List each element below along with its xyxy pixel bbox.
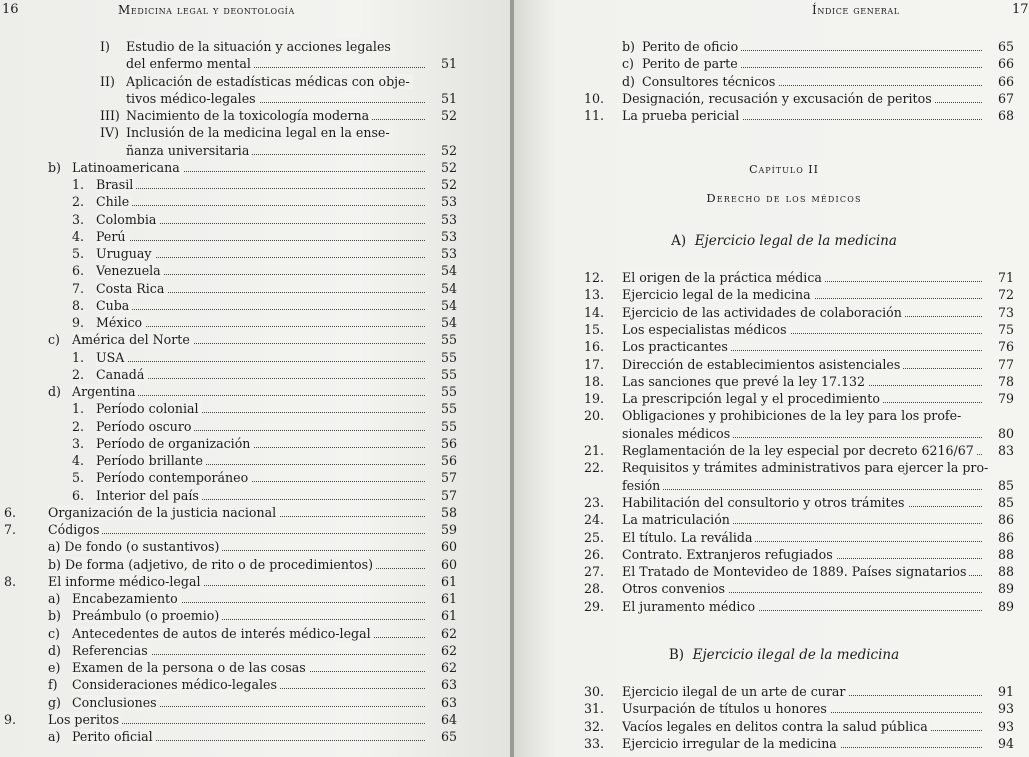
toc-entry-text: Designación, recusación y excusación de peritos bbox=[622, 91, 935, 106]
toc-entry-page: 71 bbox=[997, 270, 1014, 285]
toc-entry-label: 24. bbox=[584, 512, 605, 528]
toc-entry bbox=[584, 718, 1014, 735]
toc-entry-text: Nacimiento de la toxicología moderna bbox=[126, 108, 372, 123]
toc-entry-page: 75 bbox=[997, 321, 1014, 337]
toc-entry bbox=[0, 556, 457, 573]
toc-entry-label: d) bbox=[622, 73, 635, 89]
toc-entry-label: 22. bbox=[584, 460, 605, 476]
toc-entry bbox=[0, 211, 457, 228]
toc-entry-text: Habilitación del consultorio y otros trámites bbox=[622, 495, 908, 510]
toc-entry-page: 53 bbox=[440, 194, 457, 210]
toc-entry-page: 52 bbox=[440, 159, 457, 175]
toc-entry-text: Requisitos y trámites administrativos para ejercer la pro- bbox=[622, 460, 991, 475]
toc-entry-text: Brasil bbox=[96, 177, 136, 192]
toc-entry bbox=[0, 521, 457, 538]
toc-entry-text: Latinoamericana bbox=[72, 160, 183, 175]
toc-entry-label: 3. bbox=[72, 211, 85, 227]
chapter-title: Derecho de los médicos bbox=[706, 191, 862, 205]
toc-entry bbox=[0, 280, 457, 297]
toc-entry-text: Aplicación de estadísticas médicas con obje- bbox=[126, 74, 413, 89]
toc-entry-label: c) bbox=[48, 332, 60, 348]
toc-entry bbox=[0, 228, 457, 245]
toc-entry-page: 66 bbox=[997, 73, 1014, 89]
toc-entry-label: 6. bbox=[72, 487, 85, 503]
toc-entry-text: Perú bbox=[96, 229, 129, 244]
toc-entry-text: Perito oficial bbox=[72, 729, 156, 744]
toc-entry-page: 54 bbox=[440, 263, 457, 279]
toc-entry bbox=[0, 607, 457, 624]
toc-entry-label: 33. bbox=[584, 735, 605, 751]
toc-entry-label: IV) bbox=[100, 125, 119, 141]
toc-entry-page: 62 bbox=[440, 642, 457, 658]
toc-entry bbox=[0, 107, 457, 124]
toc-entry-text: Organización de la justicia nacional bbox=[48, 505, 279, 520]
toc-entry-page: 65 bbox=[440, 729, 457, 744]
toc-entry-text: América del Norte bbox=[72, 332, 193, 347]
toc-entry-label: 19. bbox=[584, 391, 605, 407]
toc-entry-page: 94 bbox=[997, 735, 1014, 751]
toc-entry-label: 20. bbox=[584, 408, 605, 424]
toc-entry-label: 9. bbox=[4, 711, 17, 727]
toc-entry-text: Referencias bbox=[72, 643, 151, 658]
toc-entry-text: Contrato. Extranjeros refugiados bbox=[622, 547, 836, 562]
toc-entry bbox=[0, 124, 457, 141]
section-b-letter: B) bbox=[668, 647, 685, 663]
toc-entry-text: Examen de la persona o de las cosas bbox=[72, 660, 309, 675]
toc-entry-page: 52 bbox=[440, 108, 457, 123]
toc-entry-page: 54 bbox=[440, 280, 457, 296]
toc-entry bbox=[0, 590, 457, 607]
toc-entry-text: Inclusión de la medicina legal en la ense- bbox=[126, 125, 393, 140]
toc-entry-label: 10. bbox=[584, 90, 605, 106]
toc-entry-label: 28. bbox=[584, 581, 605, 597]
toc-entry bbox=[0, 728, 457, 745]
toc-entry-page: 61 bbox=[440, 591, 457, 606]
toc-entry-label: b) bbox=[48, 159, 61, 175]
toc-entry-page: 55 bbox=[440, 418, 457, 434]
toc-entry-label: 27. bbox=[584, 564, 605, 580]
toc-entry bbox=[584, 459, 1014, 476]
toc-entry-label: 11. bbox=[584, 108, 605, 124]
toc-entry-page: 64 bbox=[440, 711, 457, 727]
toc-entry-label: 2. bbox=[72, 366, 85, 382]
toc-entry-text: La prueba pericial bbox=[622, 108, 742, 123]
toc-entry-label: 17. bbox=[584, 356, 605, 372]
toc-entry bbox=[0, 383, 457, 400]
toc-entry-text: Ejercicio ilegal de un arte de curar bbox=[622, 684, 848, 699]
toc-entry-label: 25. bbox=[584, 529, 605, 545]
toc-entry-page: 86 bbox=[997, 512, 1014, 528]
left-page-number: 16 bbox=[2, 2, 19, 17]
toc-entry-text: Colombia bbox=[96, 212, 159, 227]
toc-entry-page: 79 bbox=[997, 391, 1014, 407]
toc-entry-text: fesión bbox=[622, 478, 663, 493]
toc-entry-page: 52 bbox=[440, 142, 457, 158]
toc-entry-text: Antecedentes de autos de interés médico-legal bbox=[72, 626, 374, 641]
toc-entry-text: Período oscuro bbox=[96, 419, 194, 434]
toc-entry-label: 21. bbox=[584, 443, 605, 458]
toc-entry-label: 1. bbox=[72, 349, 85, 365]
toc-entry-label: 7. bbox=[72, 280, 85, 296]
toc-entry bbox=[0, 142, 457, 159]
toc-entry-page: 93 bbox=[997, 718, 1014, 734]
toc-entry bbox=[584, 683, 1014, 700]
toc-entry bbox=[0, 659, 457, 676]
toc-entry bbox=[0, 73, 457, 90]
toc-entry-label: 6. bbox=[4, 504, 17, 520]
toc-entry-page: 61 bbox=[440, 608, 457, 624]
toc-entry-text: Los practicantes bbox=[622, 339, 731, 354]
toc-entry-page: 60 bbox=[440, 539, 457, 555]
toc-entry bbox=[584, 735, 1014, 752]
toc-entry-page: 78 bbox=[997, 373, 1014, 389]
toc-entry-label: 4. bbox=[72, 453, 85, 468]
toc-entry-text: Preámbulo (o proemio) bbox=[72, 608, 222, 623]
toc-entry bbox=[0, 418, 457, 435]
toc-entry-label: II) bbox=[100, 73, 115, 89]
toc-entry-page: 55 bbox=[440, 384, 457, 399]
toc-entry-text: Códigos bbox=[48, 522, 102, 537]
toc-entry bbox=[0, 176, 457, 193]
toc-entry-label: 18. bbox=[584, 373, 605, 389]
toc-entry bbox=[0, 452, 457, 469]
toc-entry-text: a) De fondo (o sustantivos) bbox=[48, 539, 222, 554]
toc-entry-page: 88 bbox=[997, 546, 1014, 562]
toc-entry-text: Uruguay bbox=[96, 246, 155, 261]
toc-entry-text: Dirección de establecimientos asistenciales bbox=[622, 357, 903, 372]
toc-entry-label: 29. bbox=[584, 598, 605, 614]
toc-entry bbox=[0, 38, 457, 55]
toc-entry-label: d) bbox=[48, 384, 61, 399]
toc-entry-label: I) bbox=[100, 39, 110, 54]
toc-entry-page: 51 bbox=[440, 56, 457, 72]
toc-entry-text: El juramento médico bbox=[622, 599, 758, 614]
toc-entry-text: Estudio de la situación y acciones legales bbox=[126, 39, 394, 54]
toc-entry-label: 30. bbox=[584, 684, 605, 699]
toc-entry bbox=[0, 487, 457, 504]
toc-entry-page: 54 bbox=[440, 315, 457, 330]
toc-entry-text: Perito de parte bbox=[642, 56, 741, 71]
toc-entry-label: b) bbox=[622, 39, 635, 54]
toc-entry-page: 91 bbox=[997, 684, 1014, 699]
chapter-label: Capítulo II bbox=[749, 163, 819, 176]
toc-entry-page: 76 bbox=[997, 339, 1014, 355]
toc-entry bbox=[0, 159, 457, 176]
toc-entry-page: 53 bbox=[440, 228, 457, 244]
toc-entry-text: Período contemporáneo bbox=[96, 470, 251, 485]
toc-entry-label: 8. bbox=[72, 297, 85, 313]
toc-entry bbox=[0, 435, 457, 452]
toc-entry-page: 54 bbox=[440, 297, 457, 313]
left-running-head: Medicina legal y deontología bbox=[118, 3, 295, 17]
toc-entry-text: tivos médico-legales bbox=[126, 91, 259, 106]
toc-entry-page: 63 bbox=[440, 694, 457, 710]
toc-entry bbox=[0, 642, 457, 659]
toc-entry-text: Consideraciones médico-legales bbox=[72, 677, 280, 692]
toc-entry bbox=[0, 469, 457, 486]
toc-entry bbox=[0, 676, 457, 693]
toc-entry-label: 4. bbox=[72, 228, 85, 244]
section-a-letter: A) bbox=[671, 233, 687, 249]
toc-entry-label: 5. bbox=[72, 246, 85, 261]
toc-entry-text: Ejercicio de las actividades de colaboración bbox=[622, 305, 905, 320]
toc-entry-text: Las sanciones que prevé la ley 17.132 bbox=[622, 374, 868, 389]
toc-entry-label: a) bbox=[48, 591, 61, 606]
toc-entry-text: Los especialistas médicos bbox=[622, 322, 790, 337]
toc-entry-text: Otros convenios bbox=[622, 581, 728, 596]
toc-entry-page: 88 bbox=[997, 564, 1014, 580]
toc-entry-text: La matriculación bbox=[622, 512, 733, 527]
toc-entry-text: México bbox=[96, 315, 145, 330]
toc-entry-text: ñanza universitaria bbox=[126, 143, 252, 158]
toc-entry-text: El Tratado de Montevideo de 1889. Países signatarios bbox=[622, 564, 969, 579]
toc-entry-page: 65 bbox=[997, 39, 1014, 54]
toc-entry-text: Usurpación de títulos u honores bbox=[622, 701, 830, 716]
toc-entry bbox=[0, 90, 457, 107]
toc-entry-text: Vacíos legales en delitos contra la salud pública bbox=[622, 719, 931, 734]
toc-entry bbox=[584, 442, 1014, 459]
toc-entry-text: sionales médicos bbox=[622, 426, 733, 441]
toc-entry-text: Consultores técnicos bbox=[642, 74, 778, 89]
toc-entry bbox=[0, 297, 457, 314]
toc-entry-text: Venezuela bbox=[96, 263, 164, 278]
toc-entry-text: Ejercicio legal de la medicina bbox=[622, 287, 814, 302]
toc-entry bbox=[0, 245, 457, 262]
toc-entry-label: 13. bbox=[584, 287, 605, 303]
toc-entry-text: b) De forma (adjetivo, de rito o de procedimientos) bbox=[48, 557, 376, 572]
toc-entry bbox=[0, 400, 457, 417]
toc-entry-text: Los peritos bbox=[48, 712, 122, 727]
toc-entry-label: 5. bbox=[72, 470, 85, 486]
toc-entry-label: 32. bbox=[584, 718, 605, 734]
toc-entry-page: 61 bbox=[440, 573, 457, 589]
toc-entry-page: 56 bbox=[440, 453, 457, 468]
toc-entry-label: g) bbox=[48, 694, 61, 710]
left-toc bbox=[0, 0, 512, 757]
toc-entry-page: 55 bbox=[440, 332, 457, 348]
left-page bbox=[0, 0, 512, 757]
toc-entry bbox=[0, 349, 457, 366]
toc-entry bbox=[584, 563, 1014, 580]
toc-entry-text: USA bbox=[96, 350, 127, 365]
toc-entry bbox=[584, 700, 1014, 717]
toc-entry bbox=[0, 193, 457, 210]
toc-entry-page: 57 bbox=[440, 470, 457, 486]
toc-entry-page: 68 bbox=[997, 108, 1014, 124]
toc-entry-label: 3. bbox=[72, 435, 85, 451]
toc-entry-text: Reglamentación de la ley especial por decreto 6216/67 bbox=[622, 443, 977, 458]
toc-entry-label: 1. bbox=[72, 401, 85, 417]
toc-entry-page: 85 bbox=[997, 477, 1014, 493]
toc-entry bbox=[0, 366, 457, 383]
toc-entry-page: 58 bbox=[440, 504, 457, 520]
toc-entry-text: Costa Rica bbox=[96, 281, 167, 296]
toc-entry-text: Interior del país bbox=[96, 488, 202, 503]
toc-entry-label: c) bbox=[622, 56, 634, 72]
toc-entry-label: 23. bbox=[584, 494, 605, 510]
toc-entry-text: Período de organización bbox=[96, 436, 253, 451]
toc-entry bbox=[0, 625, 457, 642]
toc-entry-page: 85 bbox=[997, 494, 1014, 510]
toc-entry-page: 67 bbox=[997, 90, 1014, 106]
toc-entry-text: Período colonial bbox=[96, 401, 202, 416]
toc-entry-label: 6. bbox=[72, 263, 85, 279]
toc-entry-page: 80 bbox=[997, 425, 1014, 441]
toc-entry bbox=[0, 694, 457, 711]
toc-entry bbox=[0, 573, 457, 590]
toc-entry-label: 12. bbox=[584, 270, 605, 285]
toc-entry-page: 89 bbox=[997, 581, 1014, 597]
toc-entry-page: 60 bbox=[440, 556, 457, 572]
toc-entry-page: 73 bbox=[997, 304, 1014, 320]
toc-entry-text: Obligaciones y prohibiciones de la ley para los profe- bbox=[622, 408, 964, 423]
toc-entry-text: Argentina bbox=[72, 384, 138, 399]
toc-entry-text: El origen de la práctica médica bbox=[622, 270, 825, 285]
toc-entry-label: 2. bbox=[72, 418, 85, 434]
toc-entry-page: 62 bbox=[440, 660, 457, 675]
toc-entry-label: f) bbox=[48, 677, 58, 693]
toc-entry-page: 86 bbox=[997, 529, 1014, 545]
toc-entry bbox=[0, 331, 457, 348]
toc-entry-text: Chile bbox=[96, 194, 132, 209]
toc-entry bbox=[0, 262, 457, 279]
toc-entry-page: 62 bbox=[440, 625, 457, 641]
toc-entry-page: 56 bbox=[440, 435, 457, 451]
toc-entry-page: 53 bbox=[440, 246, 457, 261]
toc-entry-page: 72 bbox=[997, 287, 1014, 303]
toc-entry-label: c) bbox=[48, 625, 60, 641]
toc-entry-page: 63 bbox=[440, 677, 457, 693]
toc-entry-text: Período brillante bbox=[96, 453, 206, 468]
toc-entry-page: 89 bbox=[997, 598, 1014, 614]
toc-entry-label: e) bbox=[48, 660, 61, 675]
toc-entry-label: 31. bbox=[584, 701, 605, 717]
toc-entry-text: Ejercicio irregular de la medicina bbox=[622, 736, 840, 751]
toc-entry bbox=[0, 711, 457, 728]
toc-entry-page: 59 bbox=[440, 522, 457, 537]
toc-entry-page: 66 bbox=[997, 56, 1014, 72]
toc-entry-label: 16. bbox=[584, 339, 605, 355]
toc-entry-page: 52 bbox=[440, 177, 457, 192]
toc-entry-page: 55 bbox=[440, 401, 457, 417]
toc-entry-label: 2. bbox=[72, 194, 85, 210]
toc-entry-text: del enfermo mental bbox=[126, 56, 254, 71]
section-b-title: Ejercicio ilegal de la medicina bbox=[692, 647, 900, 663]
toc-entry-label: 1. bbox=[72, 177, 85, 192]
toc-entry-label: d) bbox=[48, 642, 61, 658]
toc-entry-label: 15. bbox=[584, 321, 605, 337]
toc-entry-text: El informe médico-legal bbox=[48, 574, 203, 589]
right-page-number: 17 bbox=[1012, 2, 1029, 17]
toc-entry-label: 26. bbox=[584, 546, 605, 562]
toc-entry bbox=[0, 504, 457, 521]
toc-entry-text: Encabezamiento bbox=[72, 591, 181, 606]
toc-entry bbox=[0, 55, 457, 72]
toc-entry-label: 7. bbox=[4, 522, 17, 537]
toc-entry-page: 55 bbox=[440, 366, 457, 382]
toc-entry-label: III) bbox=[100, 108, 120, 123]
right-page bbox=[514, 0, 1029, 757]
toc-entry-label: 8. bbox=[4, 573, 17, 589]
toc-entry-page: 57 bbox=[440, 487, 457, 503]
toc-entry bbox=[0, 314, 457, 331]
section-a-title: Ejercicio legal de la medicina bbox=[694, 233, 897, 249]
toc-entry-page: 83 bbox=[997, 443, 1014, 458]
toc-entry-page: 53 bbox=[440, 211, 457, 227]
toc-entry bbox=[0, 538, 457, 555]
toc-entry-label: b) bbox=[48, 608, 61, 624]
toc-entry-text: La prescripción legal y el procedimiento bbox=[622, 391, 883, 406]
toc-entry bbox=[584, 407, 1014, 424]
toc-entry-page: 51 bbox=[440, 90, 457, 106]
toc-entry-text: Perito de oficio bbox=[642, 39, 741, 54]
toc-entry-text: El título. La reválida bbox=[622, 530, 755, 545]
toc-entry-text: Canadá bbox=[96, 367, 147, 382]
toc-entry-text: Conclusiones bbox=[72, 695, 160, 710]
toc-entry-label: 14. bbox=[584, 304, 605, 320]
toc-entry-label: a) bbox=[48, 729, 61, 744]
right-running-head: Índice general bbox=[812, 3, 900, 17]
toc-entry-text: Cuba bbox=[96, 298, 132, 313]
toc-entry-page: 77 bbox=[997, 356, 1014, 372]
toc-entry-page: 93 bbox=[997, 701, 1014, 717]
toc-entry-label: 9. bbox=[72, 315, 85, 330]
toc-entry-page: 55 bbox=[440, 349, 457, 365]
